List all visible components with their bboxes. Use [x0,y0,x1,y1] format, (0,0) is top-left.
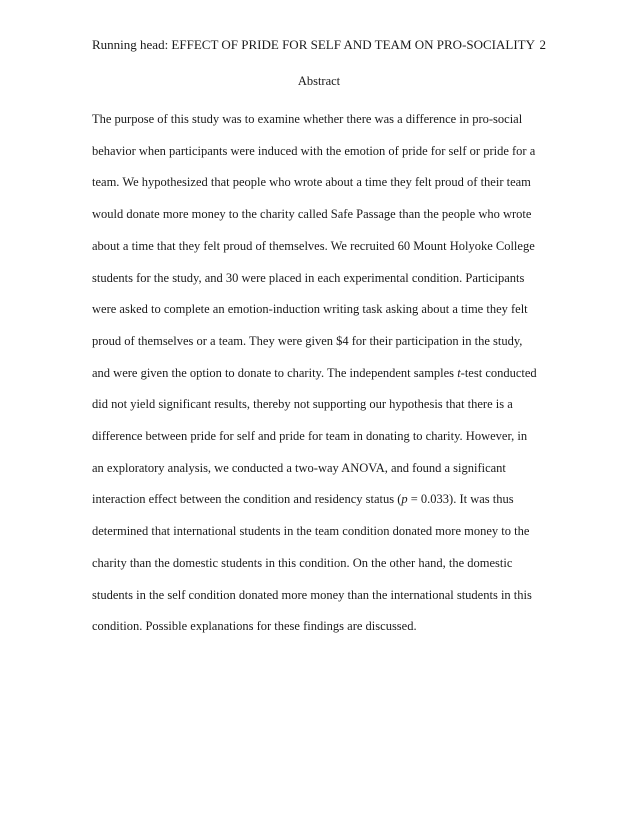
abstract-line: team. We hypothesized that people who wrote about a time they felt proud of their team [92,175,531,190]
abstract-line: condition. Possible explanations for these findings are discussed. [92,619,417,634]
abstract-line: did not yield significant results, thereby not supporting our hypothesis that there is a [92,397,513,412]
t-statistic-symbol: t [457,365,461,380]
abstract-line: would donate more money to the charity called Safe Passage than the people who wrote [92,207,532,222]
abstract-line [92,484,552,516]
abstract-line [92,358,552,390]
abstract-line: students in the self condition donated more money than the international students in this [92,587,532,602]
abstract-line: about a time that they felt proud of themselves. We recruited 60 Mount Holyoke College [92,238,535,253]
line-text: interaction effect between the condition and residency status ( [92,492,402,507]
abstract-line: The purpose of this study was to examine whether there was a difference in pro-social [92,112,523,126]
abstract-line: students for the study, and 30 were placed in each experimental condition. Participants [92,270,525,285]
line-text: and were given the option to donate to charity. The independent samples [92,365,458,380]
abstract-heading: Abstract [297,74,341,88]
abstract-line: an exploratory analysis, we conducted a two-way ANOVA, and found a significant [92,460,506,475]
running-head: Running head: EFFECT OF PRIDE FOR SELF AND TEAM ON PRO-SOCIALITY [92,37,536,52]
line-text: -test conducted [460,365,537,380]
abstract-line: difference between pride for self and pride for team in donating to charity. However, in [92,429,528,444]
abstract-body [92,104,552,643]
page-number: 2 [539,37,546,52]
p-value-symbol: p [401,492,408,507]
abstract-line: behavior when participants were induced with the emotion of pride for self or pride for a [92,143,536,158]
line-text: = 0.033). It was thus [407,492,514,507]
abstract-line: charity than the domestic students in this condition. On the other hand, the domestic [92,555,513,570]
abstract-line: proud of themselves or a team. They were given $4 for their participation in the study, [92,333,523,348]
abstract-line: were asked to complete an emotion-induction writing task asking about a time they felt [92,302,528,317]
abstract-line: determined that international students in the team condition donated more money to the [92,524,530,539]
